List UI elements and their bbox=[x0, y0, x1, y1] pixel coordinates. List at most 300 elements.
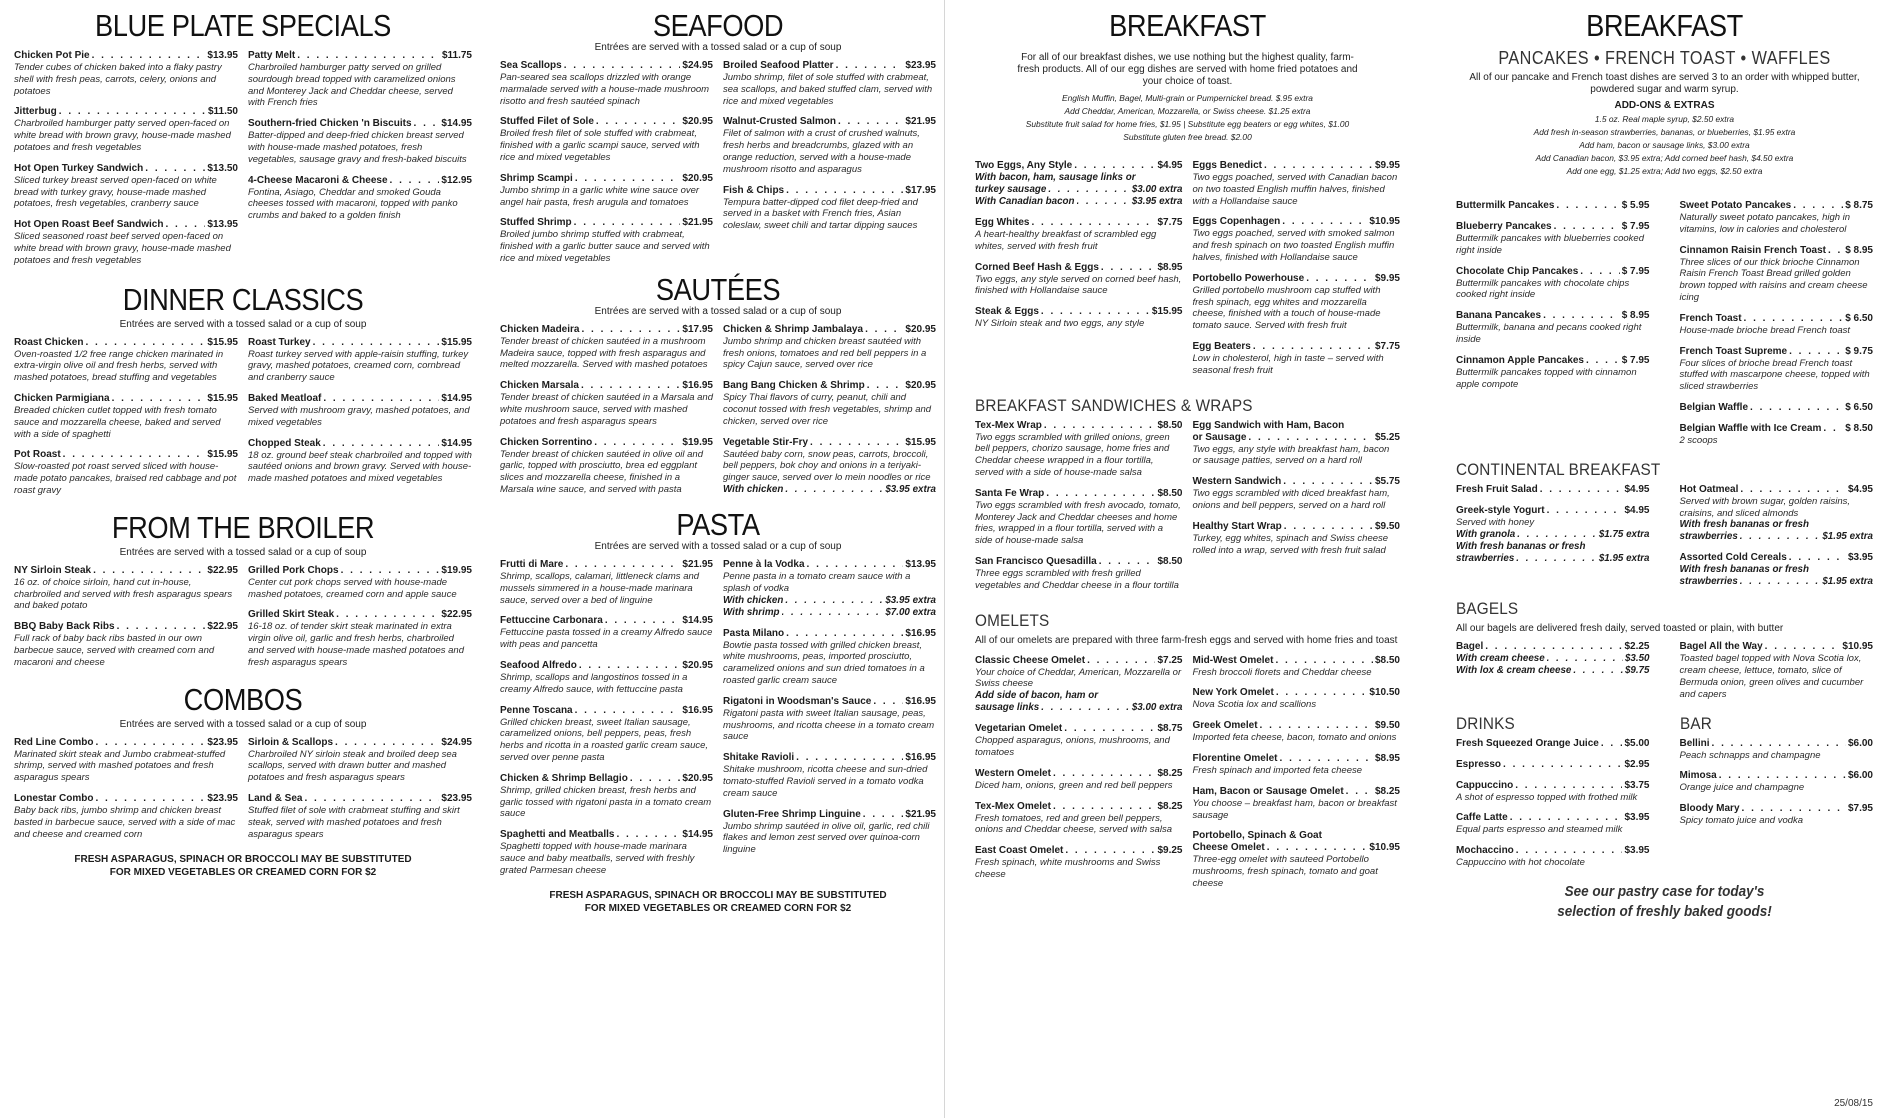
menu-item bbox=[1456, 266, 1650, 302]
leader-dots bbox=[313, 337, 440, 349]
extra-label: sausage links bbox=[975, 702, 1040, 714]
item-name: Southern-fried Chicken 'n Biscuits bbox=[248, 118, 412, 130]
leader-dots bbox=[863, 809, 904, 821]
leader-dots bbox=[786, 628, 903, 640]
drinks-bar bbox=[1456, 704, 1873, 878]
menu-item bbox=[723, 437, 936, 496]
item-name: Vegetable Stir-Fry bbox=[723, 436, 809, 448]
item-name: Sweet Potato Pancakes bbox=[1679, 200, 1792, 211]
leader-dots bbox=[297, 50, 440, 62]
item-price: $20.95 bbox=[905, 380, 936, 392]
leader-dots bbox=[1283, 476, 1373, 488]
item-name: Healthy Start Wrap bbox=[1192, 520, 1282, 532]
menu-item bbox=[975, 160, 1183, 208]
item-name: Baked Meatloaf bbox=[248, 392, 322, 404]
extra-label: With bacon, ham, sausage links or bbox=[975, 172, 1136, 183]
item-price: $3.95 bbox=[1624, 845, 1650, 857]
item-description: Marinated skirt steak and Jumbo crabmeat-stuffed shrimp, served with mashed potatoes and fresh asparagus spears bbox=[14, 748, 226, 784]
item-description: Full rack of baby back ribs basted in our own barbecue sauce, served with creamed corn and macaroni and cheese bbox=[14, 633, 215, 668]
menu-item bbox=[975, 655, 1183, 715]
menu-item bbox=[1193, 420, 1401, 468]
item-name: Bang Bang Chicken & Shrimp bbox=[723, 380, 865, 392]
addon-item: Add Canadian bacon, $3.95 extra; Add corned beef hash, $4.50 extra bbox=[1535, 153, 1794, 163]
item-description: Buttermilk pancakes with blueberries cooked right inside bbox=[1456, 233, 1644, 256]
item-description: Two eggs scrambled with diced breakfast ham, onions and bell peppers, served on a hard roll bbox=[1192, 488, 1390, 511]
item-name: French Toast bbox=[1679, 312, 1742, 324]
item-row bbox=[1456, 738, 1650, 750]
leader-dots bbox=[59, 106, 206, 118]
item-name: Mimosa bbox=[1679, 770, 1717, 782]
extra-label: With lox & cream cheese bbox=[1456, 665, 1572, 677]
menu-item bbox=[1456, 200, 1650, 212]
leader-dots bbox=[95, 737, 205, 749]
menu-item bbox=[500, 380, 713, 427]
pancakes-intro: All of our pancake and French toast dishes are served 3 to an order with whipped butter, powdered sugar and warm syrup. bbox=[1469, 72, 1860, 95]
item-row bbox=[975, 262, 1183, 274]
item-price: $11.75 bbox=[441, 50, 472, 61]
breakfast-note: Substitute gluten free bread. $2.00 bbox=[1123, 132, 1252, 142]
item-row bbox=[1193, 216, 1401, 228]
item-price: $14.95 bbox=[682, 615, 713, 627]
item-price: $20.95 bbox=[682, 116, 713, 128]
menu-item bbox=[975, 262, 1183, 298]
item-row bbox=[248, 393, 472, 405]
leader-dots bbox=[1586, 355, 1620, 367]
item-description: Chopped asparagus, onions, mushrooms, and tomatoes bbox=[975, 735, 1170, 758]
leader-dots bbox=[630, 773, 681, 785]
leader-dots bbox=[594, 437, 680, 449]
menu-item bbox=[500, 324, 713, 371]
leader-dots bbox=[1556, 200, 1619, 212]
section-title-sautees: SAUTÉES bbox=[655, 271, 781, 307]
menu-item bbox=[975, 723, 1183, 759]
item-row bbox=[14, 106, 238, 118]
menu-item bbox=[248, 393, 472, 429]
leader-dots bbox=[807, 559, 904, 571]
leader-dots bbox=[1284, 521, 1373, 533]
item-row bbox=[248, 50, 472, 62]
menu-item bbox=[975, 845, 1183, 881]
item-row bbox=[1193, 655, 1401, 667]
item-price: $10.95 bbox=[1369, 216, 1400, 228]
item-name: French Toast Supreme bbox=[1679, 345, 1788, 357]
item-row bbox=[975, 556, 1183, 568]
item-row bbox=[500, 380, 713, 392]
item-name: Egg Beaters bbox=[1192, 340, 1251, 352]
item-description: Sliced turkey breast served open-faced on white bread with turkey gravy, house-made mashed potatoes, fresh vegetables, cranberry sauce bbox=[14, 174, 217, 210]
menu-item bbox=[1456, 759, 1650, 771]
leader-dots bbox=[616, 829, 680, 841]
item-name: Grilled Pork Chops bbox=[248, 564, 339, 576]
item-price: $2.25 bbox=[1624, 641, 1650, 653]
leader-dots bbox=[1503, 759, 1622, 771]
item-description: Shrimp, grilled chicken breast, fresh herbs and garlic tossed with rigatoni pasta in a tomato cream sauce bbox=[500, 784, 712, 820]
item-name: Santa Fe Wrap bbox=[975, 487, 1045, 499]
item-description: A heart-healthy breakfast of scrambled egg whites, served with fresh fruit bbox=[975, 229, 1157, 252]
leader-dots bbox=[335, 737, 439, 749]
menu-item bbox=[1456, 484, 1650, 496]
item-price: $15.95 bbox=[1151, 306, 1183, 318]
item-row bbox=[1456, 221, 1650, 233]
menu-item bbox=[248, 793, 472, 840]
item-name-row bbox=[1193, 830, 1401, 842]
item-price: $22.95 bbox=[207, 621, 238, 633]
menu-item bbox=[1680, 552, 1874, 588]
item-price: $4.95 bbox=[1157, 160, 1183, 171]
item-row bbox=[1193, 476, 1401, 488]
item-row bbox=[1456, 812, 1650, 824]
item-description: Fettuccine pasta tossed in a creamy Alfredo sauce with peas and pancetta bbox=[500, 627, 713, 651]
item-price: $4.95 bbox=[1624, 483, 1650, 495]
breakfast-intro: For all of our breakfast dishes, we use nothing but the highest quality, farm-fresh products. All of our egg dishes are served with home fried potatoes and your choice of toast. bbox=[1017, 52, 1358, 87]
substitution-note-2 bbox=[500, 889, 936, 915]
menu-item bbox=[1456, 641, 1650, 677]
leader-dots bbox=[564, 60, 681, 72]
item-price: $8.50 bbox=[1157, 555, 1183, 567]
item-row bbox=[14, 393, 238, 405]
item-price: $22.95 bbox=[441, 609, 472, 621]
item-name: Stuffed Shrimp bbox=[500, 217, 572, 229]
leader-dots bbox=[596, 116, 681, 128]
menu-item bbox=[723, 752, 936, 799]
leader-dots bbox=[1087, 655, 1155, 667]
item-row bbox=[1456, 355, 1650, 367]
menu-item bbox=[500, 116, 713, 163]
bar-column bbox=[1680, 704, 1874, 878]
item-name: Walnut-Crusted Salmon bbox=[723, 116, 836, 128]
item-description: Fresh spinach, white mushrooms and Swiss cheese bbox=[975, 857, 1161, 880]
menu-item bbox=[500, 60, 713, 107]
item-price: $7.25 bbox=[1157, 654, 1183, 666]
item-price: $4.95 bbox=[1847, 483, 1873, 495]
item-description: Batter-dipped and deep-fried chicken breast served with house-made mashed potatoes, fresh vegetables, sausage gravy and fresh-baked biscuits bbox=[248, 130, 467, 165]
item-row bbox=[248, 609, 472, 621]
menu-item bbox=[975, 306, 1183, 330]
item-description: Two eggs scrambled with grilled onions, green bell peppers, chorizo sausage, home fries and Cheddar cheese wrapped in a flour tortilla, served with a side of house-made salsa bbox=[975, 431, 1170, 478]
item-price: $9.50 bbox=[1374, 520, 1400, 532]
extra-label: With granola bbox=[1456, 528, 1516, 540]
item-row bbox=[14, 337, 238, 349]
item-price: $4.95 bbox=[1624, 504, 1650, 516]
item-price: $3.95 bbox=[1624, 812, 1650, 824]
item-name: Portobello Powerhouse bbox=[1192, 272, 1305, 284]
item-price: $10.50 bbox=[1369, 687, 1400, 699]
item-price: $11.50 bbox=[207, 106, 238, 118]
item-description: Tender breast of chicken sautéed in a Marsala and white mushroom sauce, served with mashed potatoes and fresh asparagus spears bbox=[500, 392, 714, 427]
item-extra bbox=[1680, 564, 1874, 576]
menu-item bbox=[1193, 216, 1401, 263]
item-row bbox=[1193, 273, 1401, 285]
leader-dots bbox=[1048, 184, 1129, 196]
item-description: Stuffed filet of sole with crabmeat stuffing and skirt steak, served with mashed potatoes and fresh asparagus spears bbox=[248, 804, 460, 840]
menu-item bbox=[1193, 655, 1401, 679]
item-description: Breaded chicken cutlet topped with fresh tomato sauce and mozzarella cheese, baked and served with a side of spaghetti bbox=[14, 404, 221, 440]
item-row bbox=[1680, 313, 1874, 325]
menu-item bbox=[248, 50, 472, 109]
omelets-right bbox=[1193, 655, 1401, 899]
item-name: Greek-style Yogurt bbox=[1456, 504, 1545, 516]
item-row bbox=[14, 50, 238, 62]
item-row bbox=[723, 116, 936, 128]
blue-plate-right bbox=[248, 50, 472, 276]
leader-dots bbox=[1515, 780, 1622, 792]
leader-dots bbox=[565, 559, 680, 571]
panel-seafood-pasta bbox=[482, 0, 944, 1118]
item-name: Chopped Steak bbox=[248, 437, 321, 449]
item-description: 2 scoops bbox=[1679, 434, 1718, 446]
substitution-note-line1: FRESH ASPARAGUS, SPINACH OR BROCCOLI MAY BE SUBSTITUTED bbox=[74, 854, 412, 866]
item-row bbox=[1193, 687, 1401, 699]
leader-dots bbox=[796, 752, 903, 764]
item-name: Shitake Ravioli bbox=[723, 752, 795, 764]
continental-right bbox=[1680, 484, 1874, 598]
item-name: Banana Pancakes bbox=[1456, 310, 1542, 322]
item-row bbox=[975, 160, 1183, 172]
menu-item bbox=[975, 420, 1183, 479]
item-name: San Francisco Quesadilla bbox=[975, 555, 1097, 567]
blue-plate-left bbox=[14, 50, 238, 276]
item-price: $9.50 bbox=[1374, 720, 1400, 732]
item-name: Portobello, Spinach & Goat bbox=[1192, 830, 1322, 842]
menu-item bbox=[14, 163, 238, 210]
item-description: Broiled fresh filet of sole stuffed with crabmeat, finished with a garlic scampi sauce, served with rice and mixed vegetables bbox=[500, 128, 700, 163]
item-description: Toasted bagel topped with Nova Scotia lox, cream cheese, lettuce, tomato, slice of Bermuda onion, green olives and cucumber and capers bbox=[1679, 653, 1864, 700]
extra-label: With chicken bbox=[723, 483, 784, 495]
item-price: $15.95 bbox=[207, 392, 238, 404]
item-description: Fresh tomatoes, red and green bell peppers, onions and Cheddar cheese, served with salsa bbox=[975, 812, 1172, 836]
section-title-sandwiches: BREAKFAST SANDWICHES & WRAPS bbox=[975, 395, 1253, 415]
item-extra bbox=[975, 702, 1183, 714]
item-description: Low in cholesterol, high in taste – served with seasonal fresh fruit bbox=[1192, 352, 1384, 376]
menu-item bbox=[500, 660, 713, 696]
item-name: Western Omelet bbox=[975, 767, 1051, 779]
item-row bbox=[1456, 310, 1650, 322]
item-row bbox=[975, 768, 1183, 780]
leader-dots bbox=[304, 793, 439, 805]
extra-label: With chicken bbox=[723, 594, 784, 606]
item-description: Spicy tomato juice and vodka bbox=[1679, 815, 1804, 827]
substitution-note-line2: FOR MIXED VEGETABLES OR CREAMED CORN FOR $2 bbox=[109, 867, 377, 879]
item-row bbox=[1193, 521, 1401, 533]
item-description: Fontina, Asiago, Cheddar and smoked Gouda cheeses tossed with macaroni, topped with panko crumbs and baked to a golden finish bbox=[248, 186, 458, 222]
item-price: $14.95 bbox=[441, 437, 472, 449]
leader-dots bbox=[1719, 770, 1846, 782]
extra-price: $3.50 bbox=[1624, 653, 1650, 665]
item-price: $8.25 bbox=[1374, 785, 1400, 797]
item-row bbox=[975, 845, 1183, 857]
item-description: Three eggs scrambled with fresh grilled vegetables and Cheddar cheese in a flour tortilla bbox=[975, 567, 1179, 591]
menu-item bbox=[248, 565, 472, 601]
item-description: Slow-roasted pot roast served sliced with house-made potato pancakes, braised red cabbage and pot roast gravy bbox=[14, 461, 237, 496]
leader-dots bbox=[1065, 845, 1155, 857]
substitution-note-2-line1: FRESH ASPARAGUS, SPINACH OR BROCCOLI MAY BE SUBSTITUTED bbox=[549, 890, 887, 902]
leader-dots bbox=[1547, 505, 1623, 517]
extra-label: With shrimp bbox=[723, 606, 780, 618]
item-name: Mochaccino bbox=[1456, 845, 1514, 857]
menu-item bbox=[14, 737, 238, 784]
item-price: $8.50 bbox=[1157, 419, 1183, 431]
item-description: Two eggs poached, served with smoked salmon and fresh spinach on two toasted English muffin halves, finished with Hollandaise sauce bbox=[1192, 228, 1395, 263]
combos-subtitle: Entrées are served with a tossed salad or a cup of soup bbox=[119, 718, 367, 730]
item-row bbox=[1680, 200, 1874, 212]
leader-dots bbox=[1041, 306, 1150, 318]
item-price: $9.95 bbox=[1374, 272, 1400, 284]
bagels-right bbox=[1680, 641, 1874, 709]
item-price: $10.95 bbox=[1369, 842, 1400, 854]
item-row bbox=[248, 337, 472, 349]
item-name: Jitterbug bbox=[14, 106, 57, 118]
item-price: $17.95 bbox=[905, 184, 936, 196]
item-name: Blueberry Pancakes bbox=[1456, 221, 1552, 232]
item-price: $21.95 bbox=[905, 808, 936, 820]
item-name: Penne Toscana bbox=[500, 704, 573, 716]
leader-dots bbox=[1823, 423, 1843, 435]
item-price: $6.00 bbox=[1847, 770, 1873, 782]
menu-item bbox=[248, 337, 472, 384]
item-price: $8.25 bbox=[1157, 800, 1183, 812]
item-name: New York Omelet bbox=[1192, 687, 1274, 699]
item-row bbox=[1456, 759, 1650, 771]
dinner-right bbox=[248, 337, 472, 506]
item-price: $6.00 bbox=[1847, 737, 1873, 749]
leader-dots bbox=[785, 484, 883, 496]
leader-dots bbox=[1346, 786, 1373, 798]
menu-item bbox=[723, 324, 936, 371]
item-price: $5.25 bbox=[1374, 431, 1400, 443]
menu-item bbox=[1680, 423, 1874, 447]
item-price: $3.75 bbox=[1624, 779, 1650, 791]
item-description: Fresh broccoli florets and Cheddar cheese bbox=[1192, 666, 1372, 678]
item-description: Tempura batter-dipped cod filet deep-fried and served in a basket with French fries, Asian coleslaw, sweet chili and tartar dipping sauces bbox=[723, 196, 918, 232]
item-name: Sea Scallops bbox=[500, 60, 562, 71]
menu-item bbox=[975, 801, 1183, 837]
item-description: Equal parts espresso and steamed milk bbox=[1456, 824, 1623, 836]
item-price: $21.95 bbox=[682, 217, 713, 229]
item-description: Jumbo shrimp, filet of sole stuffed with crabmeat, sea scallops, and baked stuffed clam, served with rice and mixed vegetables bbox=[723, 72, 933, 107]
leader-dots bbox=[1267, 842, 1368, 854]
item-name: East Coast Omelet bbox=[975, 845, 1064, 857]
drinks-list bbox=[1456, 738, 1650, 869]
item-price: $ 7.95 bbox=[1621, 354, 1650, 366]
item-price: $ 9.75 bbox=[1845, 345, 1873, 357]
item-price: $15.95 bbox=[441, 336, 472, 348]
item-name: Belgian Waffle bbox=[1679, 401, 1749, 413]
item-name: Chocolate Chip Pancakes bbox=[1456, 265, 1579, 277]
leader-dots bbox=[1275, 655, 1373, 667]
item-name: Fettuccine Carbonara bbox=[500, 615, 603, 627]
seafood-items bbox=[500, 60, 936, 274]
leader-dots bbox=[575, 705, 681, 717]
addon-item: Add one egg, $1.25 extra; Add two eggs, $2.50 extra bbox=[1566, 166, 1763, 176]
omelets-items bbox=[975, 655, 1400, 899]
leader-dots bbox=[95, 793, 205, 805]
item-row bbox=[1680, 402, 1874, 414]
leader-dots bbox=[581, 380, 680, 392]
item-description: NY Sirloin steak and two eggs, any style bbox=[975, 318, 1145, 330]
item-row bbox=[500, 217, 713, 229]
continental-left bbox=[1456, 484, 1650, 598]
extra-label: With cream cheese bbox=[1456, 653, 1545, 665]
item-row bbox=[723, 60, 936, 72]
item-price: $10.95 bbox=[1842, 641, 1873, 653]
item-name: Chicken Pot Pie bbox=[14, 50, 90, 61]
item-description: Fresh spinach and imported feta cheese bbox=[1192, 764, 1363, 776]
addons-title: ADD-ONS & EXTRAS bbox=[1614, 100, 1715, 111]
item-description: Charbroiled hamburger patty served on grilled sourdough bread topped with caramelized onions and Monterey Jack and Cheddar cheese, served with French fries bbox=[248, 62, 456, 109]
item-extra bbox=[1456, 653, 1650, 665]
seafood-right bbox=[723, 60, 936, 274]
item-extra bbox=[723, 484, 936, 496]
bar-list bbox=[1680, 738, 1874, 827]
menu-item bbox=[1680, 738, 1874, 762]
item-name: 4-Cheese Macaroni & Cheese bbox=[248, 174, 388, 186]
item-row bbox=[14, 163, 238, 175]
leader-dots bbox=[1828, 245, 1843, 257]
item-description: Served with brown sugar, golden raisins, craisins, and sliced almonds bbox=[1679, 495, 1851, 519]
menu-item bbox=[1193, 521, 1401, 557]
dinner-items bbox=[14, 337, 472, 506]
item-name: Hot Open Turkey Sandwich bbox=[14, 162, 144, 174]
item-row bbox=[500, 437, 713, 449]
item-row bbox=[975, 488, 1183, 500]
item-description: Tender cubes of chicken baked into a flaky pastry shell with fresh peas, carrots, celery, onions and potatoes bbox=[14, 62, 222, 97]
item-price: $7.95 bbox=[1847, 803, 1873, 815]
item-name: Florentine Omelet bbox=[1192, 752, 1278, 764]
leader-dots bbox=[92, 50, 206, 62]
item-description: Center cut pork chops served with house-made mashed potatoes, creamed corn and apple sauce bbox=[248, 576, 457, 600]
menu-item bbox=[1456, 780, 1650, 804]
menu-item bbox=[1193, 273, 1401, 332]
item-row bbox=[1456, 505, 1650, 517]
menu-item bbox=[723, 380, 936, 427]
menu-item bbox=[1680, 484, 1874, 544]
item-row bbox=[1680, 641, 1874, 653]
item-price: $23.95 bbox=[441, 792, 472, 804]
item-row bbox=[1456, 200, 1650, 212]
item-price: $12.95 bbox=[441, 174, 472, 186]
leader-dots bbox=[1765, 641, 1841, 653]
leader-dots bbox=[786, 185, 903, 197]
item-price: $ 8.95 bbox=[1845, 244, 1873, 256]
item-price: $22.95 bbox=[207, 564, 238, 576]
item-name: Chicken Marsala bbox=[500, 380, 579, 392]
item-price: $13.50 bbox=[207, 162, 238, 174]
sautees-right bbox=[723, 324, 936, 505]
menu-item bbox=[723, 60, 936, 107]
item-description: Jumbo shrimp in a garlic white wine sauce over angel hair pasta, fresh arugula and tomatoes bbox=[500, 184, 700, 208]
menu-item bbox=[1456, 355, 1650, 391]
broiler-items bbox=[14, 565, 472, 678]
item-price: $16.95 bbox=[682, 380, 713, 392]
combos-left bbox=[14, 737, 238, 850]
leader-dots bbox=[1740, 576, 1821, 588]
menu-item bbox=[1680, 313, 1874, 337]
menu-item bbox=[1193, 160, 1401, 207]
item-name: Classic Cheese Omelet bbox=[975, 654, 1086, 666]
item-name: Two Eggs, Any Style bbox=[975, 160, 1073, 171]
addons-list bbox=[1456, 113, 1873, 178]
item-name: Cinnamon Raisin French Toast bbox=[1679, 244, 1826, 256]
menu-item bbox=[500, 773, 713, 820]
item-extra bbox=[1680, 576, 1874, 588]
item-row bbox=[1680, 346, 1874, 358]
item-row bbox=[1680, 484, 1874, 496]
item-row bbox=[500, 705, 713, 717]
substitution-note bbox=[14, 853, 472, 879]
extra-label: turkey sausage bbox=[975, 184, 1047, 195]
leader-dots bbox=[85, 337, 205, 349]
item-row bbox=[14, 737, 238, 749]
